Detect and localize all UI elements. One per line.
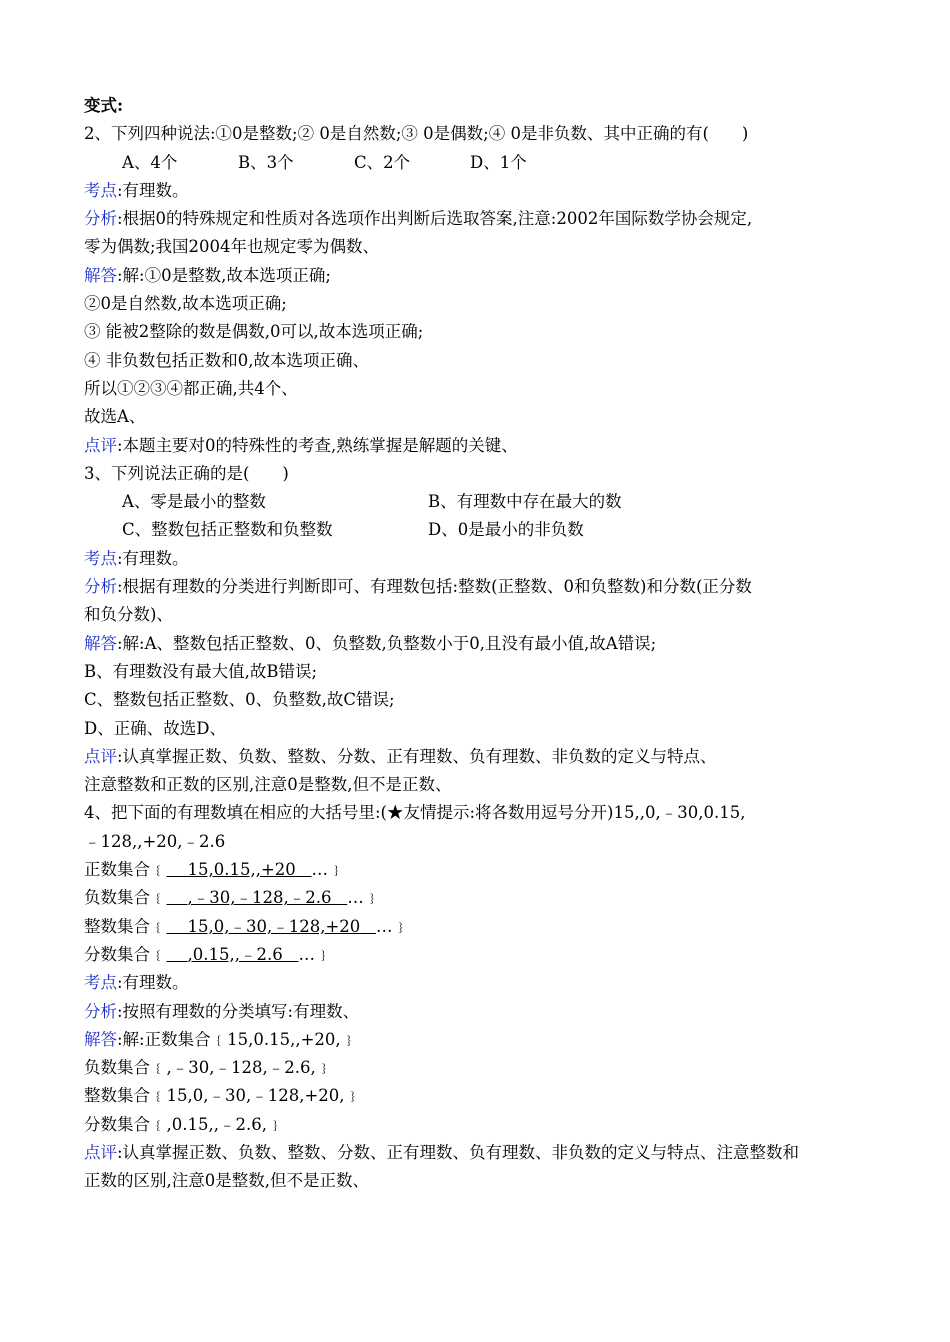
q4-fenxi-text: :按照有理数的分类填写:有理数、 <box>117 1001 360 1021</box>
set-label: 负数集合﹛ <box>84 888 167 908</box>
set-label: 整数集合﹛ <box>84 916 167 936</box>
q4-jieda-3: 整数集合﹛15,0,﹣30,﹣128,+20,﹜ <box>84 1086 362 1106</box>
q3-options-row2 <box>84 516 870 544</box>
q4-set-fraction <box>84 941 870 969</box>
q4-kaodian-text: :有理数。 <box>117 973 189 993</box>
fenxi-label: 分析 <box>84 209 117 229</box>
q2-jieda-1: :解:①0是整数,故本选项正确; <box>117 265 331 285</box>
q2-options <box>84 149 870 177</box>
set-answer: ,﹣30,﹣128,﹣2.6 <box>187 888 332 908</box>
q3-options-row1 <box>84 488 870 516</box>
q4-set-negative <box>84 884 870 912</box>
set-answer: 15,0.15,,+20 <box>187 860 296 880</box>
q3-stem: 3、下列说法正确的是( ) <box>84 463 289 483</box>
q2-stem: 2、下列四种说法:①0是整数;② 0是自然数;③ 0是偶数;④ 0是非负数、其中正确的有( ) <box>84 124 749 144</box>
q2-fenxi-text-1: :根据0的特殊规定和性质对各选项作出判断后选取答案,注意:2002年国际数学协会规定, <box>117 209 753 229</box>
set-label: 分数集合﹛ <box>84 944 167 964</box>
document-page <box>84 92 870 1196</box>
q2-kaodian-text: :有理数。 <box>117 180 189 200</box>
q2-option-c: C、2个 <box>354 152 411 172</box>
jieda-label: 解答 <box>84 1029 117 1049</box>
q2-jieda-5: 所以①②③④都正确,共4个、 <box>84 378 298 398</box>
q3-dianping <box>84 743 870 771</box>
q2-fenxi <box>84 205 870 233</box>
q3-dianping-1: :认真掌握正数、负数、整数、分数、正有理数、负有理数、非负数的定义与特点、 <box>117 746 717 766</box>
q3-option-a: A、零是最小的整数 <box>122 492 266 512</box>
set-tail: …﹜ <box>311 860 345 880</box>
kaodian-label: 考点 <box>84 548 117 568</box>
q3-jieda <box>84 630 870 658</box>
q2-option-d: D、1个 <box>470 152 527 172</box>
q2-kaodian <box>84 177 870 205</box>
q4-jieda-2: 负数集合﹛,﹣30,﹣128,﹣2.6,﹜ <box>84 1058 333 1078</box>
q2-jieda-4: ④ 非负数包括正数和0,故本选项正确、 <box>84 350 369 370</box>
q2-dianping <box>84 432 870 460</box>
q4-stem-2: ﹣128,,+20,﹣2.6 <box>84 831 226 851</box>
section-title: 变式: <box>84 96 124 115</box>
q4-dianping-2: 正数的区别,注意0是整数,但不是正数、 <box>84 1171 369 1191</box>
q2-jieda-2: ②0是自然数,故本选项正确; <box>84 294 287 314</box>
q3-option-d: D、0是最小的非负数 <box>428 520 584 540</box>
fenxi-label: 分析 <box>84 577 117 597</box>
q4-dianping-1: :认真掌握正数、负数、整数、分数、正有理数、负有理数、非负数的定义与特点、注意整数和 <box>117 1142 800 1162</box>
q4-fenxi <box>84 998 870 1026</box>
jieda-label: 解答 <box>84 633 117 653</box>
q3-jieda-2: B、有理数没有最大值,故B错误; <box>84 661 318 681</box>
q4-set-integer <box>84 913 870 941</box>
q3-jieda-1: :解:A、整数包括正整数、0、负整数,负整数小于0,且没有最小值,故A错误; <box>117 633 657 653</box>
q3-dianping-2: 注意整数和正数的区别,注意0是整数,但不是正数、 <box>84 775 452 795</box>
q4-kaodian <box>84 969 870 997</box>
set-tail: …﹜ <box>376 916 410 936</box>
set-tail: …﹜ <box>298 944 332 964</box>
q4-set-positive <box>84 856 870 884</box>
jieda-label: 解答 <box>84 265 117 285</box>
q3-jieda-4: D、正确、故选D、 <box>84 718 226 738</box>
q2-dianping-text: :本题主要对0的特殊性的考查,熟练掌握是解题的关键、 <box>117 435 518 455</box>
q3-option-b: B、有理数中存在最大的数 <box>428 492 622 512</box>
dianping-label: 点评 <box>84 435 117 455</box>
q2-option-b: B、3个 <box>238 152 294 172</box>
q2-jieda-6: 故选A、 <box>84 407 146 427</box>
set-answer: ,0.15,,﹣2.6 <box>187 944 283 964</box>
q2-jieda <box>84 262 870 290</box>
q3-option-c: C、整数包括正整数和负整数 <box>122 520 333 540</box>
q3-fenxi-text-1: :根据有理数的分类进行判断即可、有理数包括:整数(正整数、0和负整数)和分数(正分数 <box>117 577 752 597</box>
q4-jieda-1: :解:正数集合﹛15,0.15,,+20,﹜ <box>117 1029 358 1049</box>
q2-option-a: A、4个 <box>122 152 178 172</box>
q4-stem-1: 4、把下面的有理数填在相应的大括号里:(★友情提示:将各数用逗号分开)15,,0,﹣30,0.15, <box>84 803 746 823</box>
dianping-label: 点评 <box>84 746 117 766</box>
q4-jieda <box>84 1026 870 1054</box>
kaodian-label: 考点 <box>84 180 117 200</box>
q4-jieda-4: 分数集合﹛,0.15,,﹣2.6,﹜ <box>84 1114 284 1134</box>
q3-jieda-3: C、整数包括正整数、0、负整数,故C错误; <box>84 690 395 710</box>
q4-dianping <box>84 1139 870 1167</box>
set-label: 正数集合﹛ <box>84 860 167 880</box>
q2-jieda-3: ③ 能被2整除的数是偶数,0可以,故本选项正确; <box>84 322 424 342</box>
q3-kaodian <box>84 545 870 573</box>
q3-kaodian-text: :有理数。 <box>117 548 189 568</box>
q2-fenxi-cont: 零为偶数;我国2004年也规定零为偶数、 <box>84 237 380 257</box>
set-answer: 15,0,﹣30,﹣128,+20 <box>187 916 361 936</box>
set-tail: …﹜ <box>347 888 381 908</box>
q3-fenxi-cont: 和负分数)、 <box>84 605 173 625</box>
fenxi-label: 分析 <box>84 1001 117 1021</box>
kaodian-label: 考点 <box>84 973 117 993</box>
q3-fenxi <box>84 573 870 601</box>
dianping-label: 点评 <box>84 1142 117 1162</box>
